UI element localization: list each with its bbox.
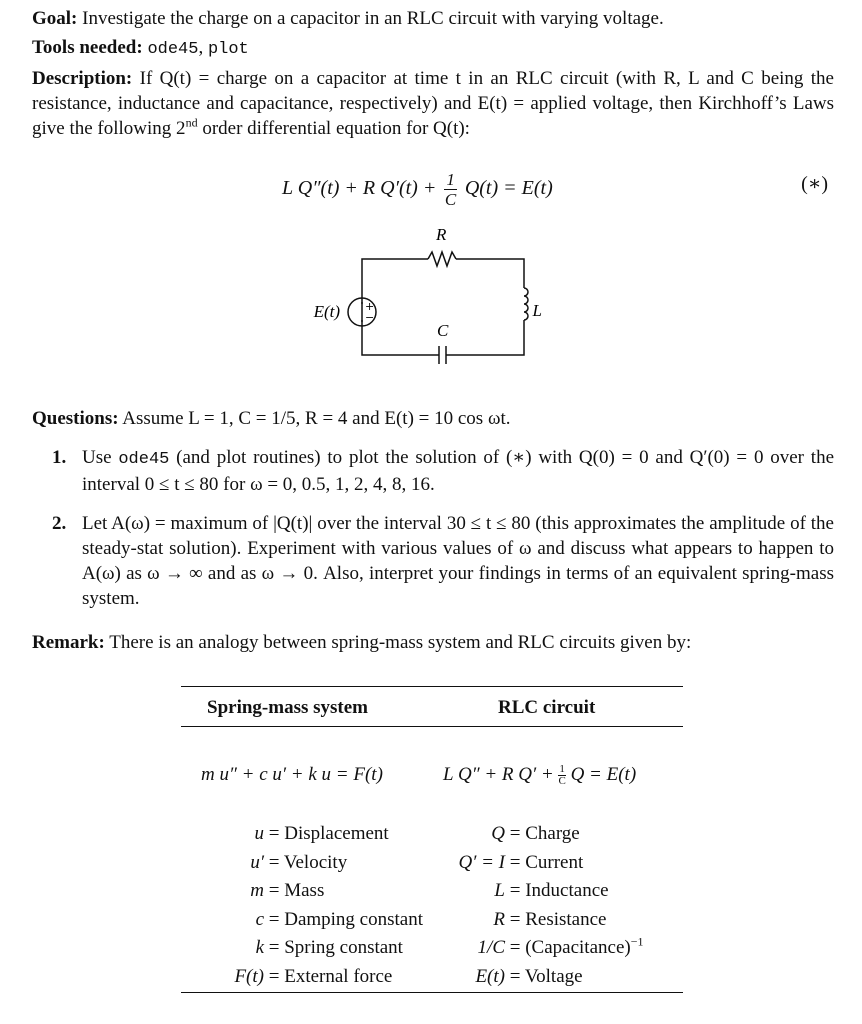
spring-def-row: u = Displacement (254, 823, 389, 844)
description-label: Description: (32, 68, 133, 89)
table-top-rule (181, 686, 683, 687)
source-minus-sign: − (365, 311, 375, 324)
resistor-label: R (436, 225, 447, 244)
analogy-table (181, 686, 683, 994)
goal-paragraph (32, 6, 834, 31)
questions-section (32, 406, 834, 611)
rlc-equation (443, 762, 636, 787)
question-item-1 (32, 445, 834, 497)
spring-def-row: u′ = Velocity (250, 851, 348, 873)
tool-ode45: ode45 (147, 40, 199, 59)
rlc-def-row: Q′ = I = Current (458, 851, 584, 873)
tool-plot: plot (207, 40, 249, 59)
questions-intro (32, 406, 834, 431)
goal-text: Investigate the charge on a capacitor in an RLC circuit with varying voltage. (82, 8, 664, 29)
equation-body (282, 170, 553, 209)
rlc-def-row: E(t) = Voltage (475, 965, 583, 987)
table-header-spring: Spring-mass system (207, 697, 368, 718)
inductor-symbol (524, 288, 528, 320)
spring-equation: m u″ + c u′ + k u = F(t) (201, 764, 383, 785)
spring-def-row: m = Mass (250, 880, 325, 901)
tools-paragraph: Tools needed: ode45, plot (32, 37, 249, 59)
question-2-text: Let A(ω) = maximum of |Q(t)| over the interval 30 ≤ t ≤ 80 (this approximates the amplitude of the steady-stat solution). Experiment with various values of ω and discuss what appears to happen to A(ω) as ω → ∞ and as ω → 0. Also, interpret your findings in terms of an equivalent spring-mass system. (82, 513, 834, 609)
question-1-number: 1. (52, 447, 67, 468)
equation-tag: (∗) (801, 173, 828, 195)
capacitor-label: C (437, 321, 449, 340)
rlc-definitions (427, 820, 683, 991)
wire-top-right (456, 259, 524, 288)
wire-bottom-right (446, 320, 524, 355)
description-text: If Q(t) = charge on a capacitor at time t in an RLC circuit (with R, L and C being the resistance, inductance and capacitance, respectively) and E(t) = applied voltage, then Kirchhoff’s Laws give the following 2 (32, 68, 834, 139)
description-paragraph (32, 66, 834, 141)
rlc-equation-b: Q = E(t) (570, 764, 637, 785)
remark-label: Remark: (32, 632, 105, 653)
questions-intro-text: Assume L = 1, C = 1/5, R = 4 and E(t) = 10 cos ωt. (122, 408, 511, 429)
equation-right: Q(t) = E(t) (464, 177, 553, 200)
rlc-def-row: Q = Charge (491, 823, 580, 844)
spring-def-row: F(t) = External force (234, 965, 393, 987)
questions-label: Questions: (32, 408, 119, 429)
remark-paragraph (32, 630, 834, 655)
rlc-equation-fraction (558, 764, 565, 787)
inductor-label: L (532, 301, 542, 320)
table-header-rlc: RLC circuit (498, 697, 596, 718)
resistor-symbol (428, 252, 456, 266)
source-plus-sign: + (365, 300, 375, 313)
rlc-circuit-diagram (300, 222, 540, 372)
rlc-equation-num: 1 (559, 763, 565, 776)
spring-definitions (189, 820, 429, 991)
wire-top-left (362, 259, 428, 304)
question-item-2 (32, 511, 834, 611)
rlc-def-row: 1/C = (Capacitance)$^{-1}$ (477, 934, 644, 958)
document-body (32, 6, 834, 145)
equation-frac-num: 1 (446, 170, 455, 189)
description-text-end: order differential equation for Q(t): (197, 118, 470, 139)
equation-left: L Q″(t) + R Q′(t) + (282, 177, 437, 200)
remark-text: There is an analogy between spring-mass system and RLC circuits given by: (109, 632, 692, 653)
equation-fraction (444, 170, 457, 209)
source-label: E(t) (313, 302, 340, 321)
rlc-def-row: R = Resistance (493, 908, 607, 930)
question-1-pre: Use (82, 447, 112, 468)
rlc-equation-a: L Q″ + R Q′ + (443, 764, 554, 785)
question-1-code: ode45 (118, 450, 170, 469)
wire-bottom-left (362, 320, 439, 355)
question-2-number: 2. (52, 513, 67, 534)
spring-def-row: c = Damping constant (255, 908, 423, 930)
table-header-rule (181, 726, 683, 727)
table-bottom-rule (181, 992, 683, 993)
kirchhoff-equation (32, 162, 832, 212)
spring-def-row: k = Spring constant (255, 937, 403, 958)
description-sup: nd (185, 115, 198, 130)
question-1-text: (and plot routines) to plot the solution of (∗) with Q(0) = 0 and Q′(0) = 0 over the interval 0 ≤ t ≤ 80 for ω = 0, 0.5, 1, 2, 4, 8, 16. (82, 447, 834, 495)
rlc-equation-den: C (558, 775, 566, 788)
rlc-def-row: L = Inductance (494, 880, 609, 901)
equation-frac-den: C (444, 190, 457, 209)
tools-label: Tools needed: (32, 37, 143, 58)
goal-label: Goal: (32, 8, 78, 29)
